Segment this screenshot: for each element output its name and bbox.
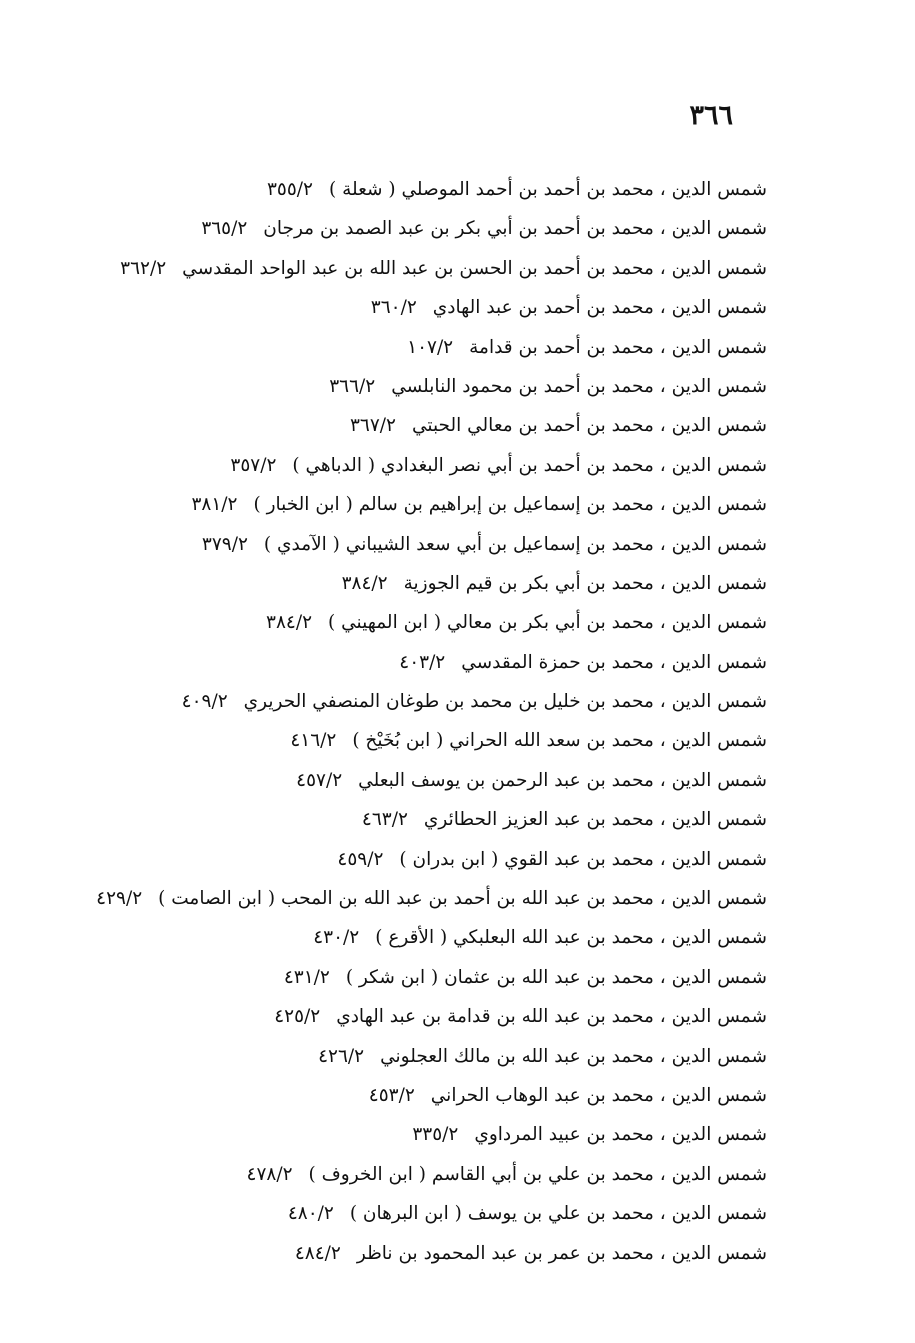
entry-reference: ٣٦٧/٢ <box>349 415 396 437</box>
entry-name: شمس الدين ، محمد بن إسماعيل بن إبراهيم بن سالم ( ابن الخبار ) <box>253 494 767 516</box>
entry-name: شمس الدين ، محمد بن أحمد بن محمود النابلسي <box>391 375 767 397</box>
entry-name: شمس الدين ، محمد بن عبد الرحمن بن يوسف البعلي <box>358 769 767 791</box>
index-entry <box>67 1037 767 1076</box>
entry-name: شمس الدين ، محمد بن أحمد بن عبد الهادي <box>432 297 767 319</box>
entry-reference: ٤٠٩/٢ <box>181 691 228 713</box>
index-entry <box>67 1076 767 1115</box>
entry-reference: ٤٣٠/٢ <box>313 927 360 949</box>
entry-name: شمس الدين ، محمد بن إسماعيل بن أبي سعد الشيباني ( الآمدي ) <box>263 533 767 555</box>
entry-reference: ٤٨٤/٢ <box>294 1242 341 1264</box>
entry-name: شمس الدين ، محمد بن عبد القوي ( ابن بدران ) <box>399 848 767 870</box>
entry-reference: ٣٥٧/٢ <box>230 454 277 476</box>
entry-reference: ٣٥٥/٢ <box>266 179 313 200</box>
index-entry <box>67 761 767 800</box>
entry-name: شمس الدين ، محمد بن عبد الله بن قدامة بن عبد الهادي <box>336 1006 767 1028</box>
index-entry <box>67 288 767 327</box>
entry-reference: ٤٥٩/٢ <box>337 848 384 870</box>
entry-name: شمس الدين ، محمد بن أبي بكر بن قيم الجوزية <box>403 572 767 594</box>
index-entry <box>67 209 767 248</box>
entry-name: شمس الدين ، محمد بن أبي بكر بن معالي ( ابن المهيني ) <box>328 612 767 634</box>
entry-name: شمس الدين ، محمد بن علي بن يوسف ( ابن البرهان ) <box>349 1203 767 1225</box>
index-entry <box>67 682 767 721</box>
index-entry <box>67 564 767 603</box>
entry-reference: ٣٨٤/٢ <box>341 572 388 594</box>
entry-reference: ٤٦٣/٢ <box>361 809 408 831</box>
entry-reference: ٤٥٣/٢ <box>368 1084 415 1106</box>
entry-reference: ٤٣١/٢ <box>283 966 330 988</box>
index-entry <box>67 249 767 288</box>
index-entry <box>67 958 767 997</box>
index-entry <box>67 643 767 682</box>
index-entry <box>67 997 767 1036</box>
entry-name: شمس الدين ، محمد بن أحمد بن قدامة <box>469 336 767 358</box>
entry-name: شمس الدين ، محمد بن حمزة المقدسي <box>461 651 767 673</box>
index-entry <box>67 1194 767 1233</box>
index-entry <box>67 603 767 642</box>
index-entry <box>67 367 767 406</box>
entry-reference: ٣٧٩/٢ <box>201 533 248 555</box>
entry-reference: ١٠٧/٢ <box>407 336 454 358</box>
entry-name: شمس الدين ، محمد بن عبد الله بن مالك العجلوني <box>380 1045 767 1067</box>
index-entry <box>67 1115 767 1154</box>
index-entry <box>67 879 767 918</box>
entry-name: شمس الدين ، محمد بن أحمد بن أبي بكر بن عبد الصمد بن مرجان <box>263 218 767 240</box>
index-entry <box>67 918 767 957</box>
entry-name: شمس الدين ، محمد بن أحمد بن الحسن بن عبد الله بن عبد الواحد المقدسي <box>182 257 767 279</box>
entry-reference: ٤٠٣/٢ <box>399 651 446 673</box>
index-entry <box>67 170 767 209</box>
entry-name: شمس الدين ، محمد بن أحمد بن أحمد الموصلي ( شعلة ) <box>328 179 767 200</box>
entry-name: شمس الدين ، محمد بن عبد الله بن عثمان ( ابن شكر ) <box>345 966 767 988</box>
entry-name: شمس الدين ، محمد بن علي بن أبي القاسم ( ابن الخروف ) <box>308 1163 767 1185</box>
entry-reference: ٤٨٠/٢ <box>287 1203 334 1225</box>
entry-name: شمس الدين ، محمد بن عبد الله بن أحمد بن عبد الله بن المحب ( ابن الصامت ) <box>158 888 767 910</box>
page-number: ٣٦٦ <box>689 100 733 131</box>
entry-reference: ٣٨٤/٢ <box>266 612 313 634</box>
entry-name: شمس الدين ، محمد بن عبيد المرداوي <box>474 1124 767 1146</box>
index-entry <box>67 1155 767 1194</box>
entry-reference: ٤٥٧/٢ <box>296 769 343 791</box>
index-entry <box>67 1234 767 1273</box>
index-entry <box>67 328 767 367</box>
entry-name: شمس الدين ، محمد بن أحمد بن معالي الحبتي <box>411 415 767 437</box>
entry-reference: ٤١٦/٢ <box>290 730 337 752</box>
index-entry <box>67 800 767 839</box>
index-entry <box>67 406 767 445</box>
entry-name: شمس الدين ، محمد بن سعد الله الحراني ( ابن بُخَيْخ ) <box>352 730 767 752</box>
entry-reference: ٣٦٢/٢ <box>120 257 167 279</box>
entry-name: شمس الدين ، محمد بن أحمد بن أبي نصر البغدادي ( الدباهي ) <box>292 454 767 476</box>
index-entry <box>67 446 767 485</box>
index-entry <box>67 485 767 524</box>
index-entry <box>67 721 767 760</box>
entry-reference: ٣٨١/٢ <box>191 494 238 516</box>
entry-name: شمس الدين ، محمد بن عمر بن عبد المحمود بن ناظر <box>356 1242 767 1264</box>
index-entry <box>67 525 767 564</box>
entry-name: شمس الدين ، محمد بن عبد العزيز الحطائري <box>423 809 767 831</box>
entry-name: شمس الدين ، محمد بن عبد الوهاب الحراني <box>430 1084 767 1106</box>
entry-name: شمس الدين ، محمد بن خليل بن محمد بن طوغان المنصفي الحريري <box>243 691 767 713</box>
entry-reference: ٤٢٩/٢ <box>96 888 143 910</box>
entry-reference: ٤٢٥/٢ <box>274 1006 321 1028</box>
entry-reference: ٤٢٦/٢ <box>318 1045 365 1067</box>
entry-reference: ٣٦٥/٢ <box>201 218 248 240</box>
entry-reference: ٣٦٠/٢ <box>370 297 417 319</box>
index-entry <box>67 840 767 879</box>
entry-reference: ٣٣٥/٢ <box>412 1124 459 1146</box>
index-entries <box>67 170 767 1273</box>
entry-name: شمس الدين ، محمد بن عبد الله البعلبكي ( الأقرع ) <box>375 927 767 949</box>
entry-reference: ٣٦٦/٢ <box>329 375 376 397</box>
entry-reference: ٤٧٨/٢ <box>246 1163 293 1185</box>
